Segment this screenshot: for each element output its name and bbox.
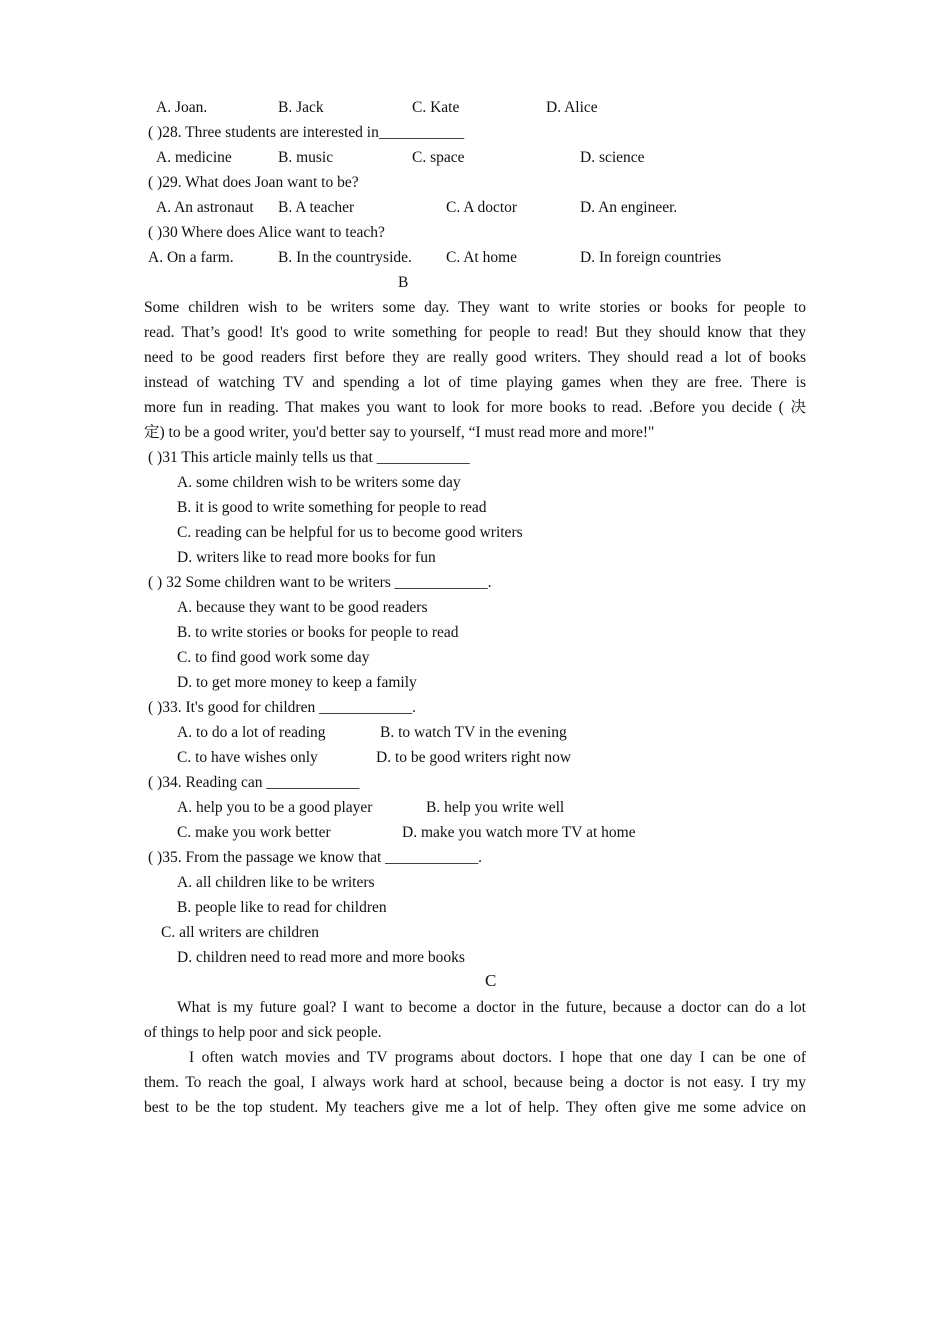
q32-option-c: C. to find good work some day	[177, 649, 370, 666]
q33-option-c: C. to have wishes only	[177, 749, 318, 766]
q34-option-a: A. help you to be a good player	[177, 799, 373, 816]
q29-option-b: B. A teacher	[278, 199, 355, 216]
q27-option-c: C. Kate	[412, 99, 460, 116]
q33-option-d: D. to be good writers right now	[376, 749, 572, 766]
q34-option-c: C. make you work better	[177, 824, 331, 841]
q29-option-d: D. An engineer.	[580, 199, 678, 216]
passage-c-line: them. To reach the goal, I always work hard at school, because being a doctor is not easy. I try my	[144, 1074, 806, 1091]
q27-option-b: B. Jack	[278, 99, 324, 116]
q29-question: ( )29. What does Joan want to be?	[148, 174, 359, 191]
section-b-heading: B	[398, 274, 409, 291]
q33-option-a: A. to do a lot of reading	[177, 724, 326, 741]
q30-option-d: D. In foreign countries	[580, 249, 722, 266]
q30-option-b: B. In the countryside.	[278, 249, 412, 266]
q27-option-a: A. Joan.	[156, 99, 208, 116]
q30-option-a: A. On a farm.	[148, 249, 234, 266]
passage-b-line: instead of watching TV and spending a lot of time playing games when they are free. There is	[144, 374, 806, 391]
q31-option-b: B. it is good to write something for people to read	[177, 499, 487, 516]
q34-option-d: D. make you watch more TV at home	[402, 824, 636, 841]
section-c-heading: C	[485, 971, 497, 990]
passage-b-line: read. That’s good! It's good to write something for people to read! But they should know that they	[144, 324, 806, 341]
q35-option-b: B. people like to read for children	[177, 899, 387, 916]
passage-c-line: What is my future goal? I want to become a doctor in the future, because a doctor can do a lot	[177, 999, 806, 1016]
passage-c-line: I often watch movies and TV programs about doctors. I hope that one day I can be one of	[189, 1049, 806, 1066]
q32-option-b: B. to write stories or books for people to read	[177, 624, 459, 641]
q28-option-b: B. music	[278, 149, 334, 166]
q32-question: ( ) 32 Some children want to be writers ____________.	[148, 574, 492, 591]
q28-question: ( )28. Three students are interested in___________	[148, 124, 465, 141]
q30-question: ( )30 Where does Alice want to teach?	[148, 224, 385, 241]
q29-option-a: A. An astronaut	[156, 199, 254, 216]
passage-c-line: best to be the top student. My teachers give me a lot of help. They often give me some advice on	[144, 1099, 806, 1116]
passage-b-line: more fun in reading. That makes you want to look for more books to read. .Before you decide ( 决	[144, 399, 806, 416]
q35-question: ( )35. From the passage we know that ____________.	[148, 849, 483, 866]
q28-option-d: D. science	[580, 149, 645, 166]
q28-option-c: C. space	[412, 149, 465, 166]
q31-question: ( )31 This article mainly tells us that ____________	[148, 449, 470, 466]
q31-option-d: D. writers like to read more books for fun	[177, 549, 436, 566]
q32-option-d: D. to get more money to keep a family	[177, 674, 417, 691]
q31-option-c: C. reading can be helpful for us to become good writers	[177, 524, 523, 541]
q29-option-c: C. A doctor	[446, 199, 518, 216]
q33-question: ( )33. It's good for children ____________.	[148, 699, 416, 716]
passage-b-line: Some children wish to be writers some day. They want to write stories or books for people to	[144, 299, 806, 316]
q35-option-c: C. all writers are children	[161, 924, 319, 941]
q33-option-b: B. to watch TV in the evening	[380, 724, 567, 741]
q27-option-d: D. Alice	[546, 99, 598, 116]
q35-option-a: A. all children like to be writers	[177, 874, 375, 891]
q32-option-a: A. because they want to be good readers	[177, 599, 428, 616]
passage-b-line: need to be good readers first before they are really good writers. They should read a lot of books	[144, 349, 806, 366]
q35-option-d: D. children need to read more and more books	[177, 949, 465, 966]
q31-option-a: A. some children wish to be writers some day	[177, 474, 461, 491]
passage-c-line: of things to help poor and sick people.	[144, 1024, 382, 1041]
q30-option-c: C. At home	[446, 249, 518, 266]
q28-option-a: A. medicine	[156, 149, 232, 166]
q34-option-b: B. help you write well	[426, 799, 565, 816]
q34-question: ( )34. Reading can ____________	[148, 774, 360, 791]
passage-b-line: 定) to be a good writer, you'd better say to yourself, “I must read more and more!"	[144, 424, 655, 441]
